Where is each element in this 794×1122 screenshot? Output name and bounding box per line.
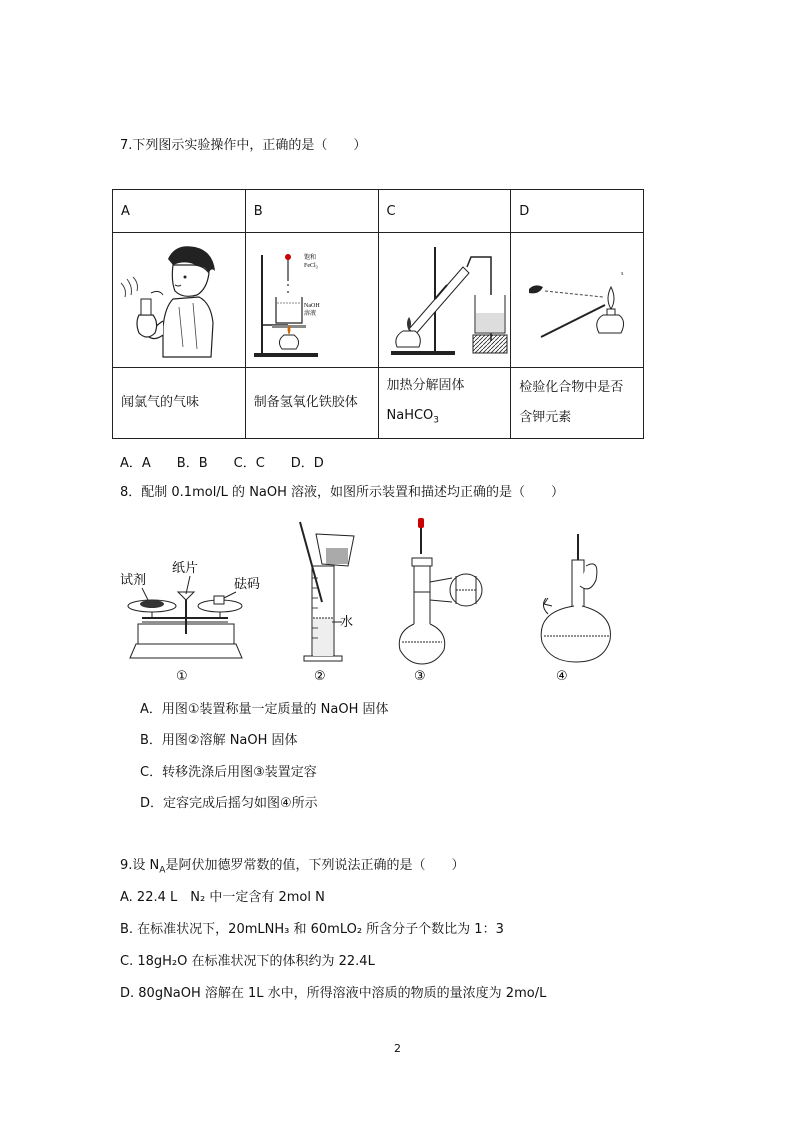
q8-option-b: B．用图②溶解 NaOH 固体 (140, 733, 298, 748)
q9-stem-b: 是阿伏加德罗常数的值，下列说法正确的是（ ） (165, 858, 465, 873)
q9-stem (120, 854, 464, 876)
svg-text:⁵: ⁵ (621, 271, 624, 279)
q7-desc-b: 制备氢氧化铁胶体 (245, 368, 378, 439)
label-weight: 砝码 (234, 577, 261, 592)
q7-choices: A．A B．B C．C D．D (120, 456, 324, 471)
label-water: 水 (340, 615, 354, 630)
label-paper: 纸片 (172, 561, 199, 576)
q9-option-d: D. 80gNaOH 溶解在 1L 水中，所得溶液中溶质的物质的量浓度为 2mo/L (120, 986, 547, 1001)
q7-header-a: A (113, 190, 246, 233)
graduated-cylinder-figure (300, 522, 354, 684)
q7-figure-b (245, 233, 378, 368)
b-label-saturated: 饱和 (303, 255, 316, 261)
q7-header-b: B (245, 190, 378, 233)
q8-figures (116, 514, 616, 686)
q7-desc-a: 闻氯气的气味 (113, 368, 246, 439)
q7-figure-a (113, 233, 246, 368)
q7-desc-c-sub: 3 (433, 415, 440, 426)
boy-smelling-gas-illustration (113, 237, 225, 363)
q7-header-c: C (378, 190, 511, 233)
figure-number-3: ③ (414, 669, 426, 684)
q8-stem: 8．配制 0.1mol/L 的 NaOH 溶液，如图所示装置和描述均正确的是（ ） (120, 485, 565, 500)
flame-test-apparatus (511, 237, 643, 363)
figure-number-1: ① (176, 669, 188, 684)
q9-option-c: C. 18gH₂O 在标准状况下的体积约为 22.4L (120, 954, 375, 969)
q9-stem-a: 9.设 N (120, 858, 160, 873)
svg-text:FeCl3 (304, 263, 318, 270)
b-label-solution: 溶液 (303, 311, 316, 317)
shaking-flask-figure (541, 534, 610, 684)
q7-figure-d (511, 233, 644, 368)
q9-option-a: A. 22.4 L N₂ 中一定含有 2mol N (120, 890, 325, 905)
q8-option-d: D．定容完成后摇匀如图④所示 (140, 796, 318, 811)
q7-figure-c (378, 233, 511, 368)
figure-number-2: ② (314, 669, 326, 684)
q7-desc-c-text: 加热分解固体 NaHCO (386, 377, 465, 423)
figure-number-4: ④ (556, 669, 568, 684)
page-number: 2 (394, 1042, 401, 1055)
q7-stem: 7.下列图示实验操作中，正确的是（ ） (120, 138, 367, 153)
b-label-fecl: FeCl (303, 263, 316, 269)
q7-table (112, 189, 644, 439)
q7-header-d: D (511, 190, 644, 233)
balance-figure (120, 560, 260, 684)
b-label-naoh: NaOH (303, 303, 320, 309)
q8-apparatus-figures (116, 514, 616, 686)
q8-option-a: A．用图①装置称量一定质量的 NaOH 固体 (140, 702, 389, 717)
ferric-hydroxide-colloid-apparatus (246, 237, 372, 363)
label-reagent: 试剂 (120, 573, 147, 588)
q9-option-b: B. 在标准状况下，20mLNH₃ 和 60mLO₂ 所含分子个数比为 1：3 (120, 922, 504, 937)
q7-desc-d: 检验化合物中是否含钾元素 (511, 368, 644, 439)
q8-option-c: C．转移洗涤后用图③装置定容 (140, 765, 317, 780)
nahco3-decomposition-apparatus (379, 237, 511, 363)
q7-desc-c (378, 368, 511, 439)
b-label-fecl-sub: 3 (315, 264, 318, 270)
volumetric-flask-figure (399, 518, 482, 684)
q9-stem-sub: A (159, 865, 166, 876)
